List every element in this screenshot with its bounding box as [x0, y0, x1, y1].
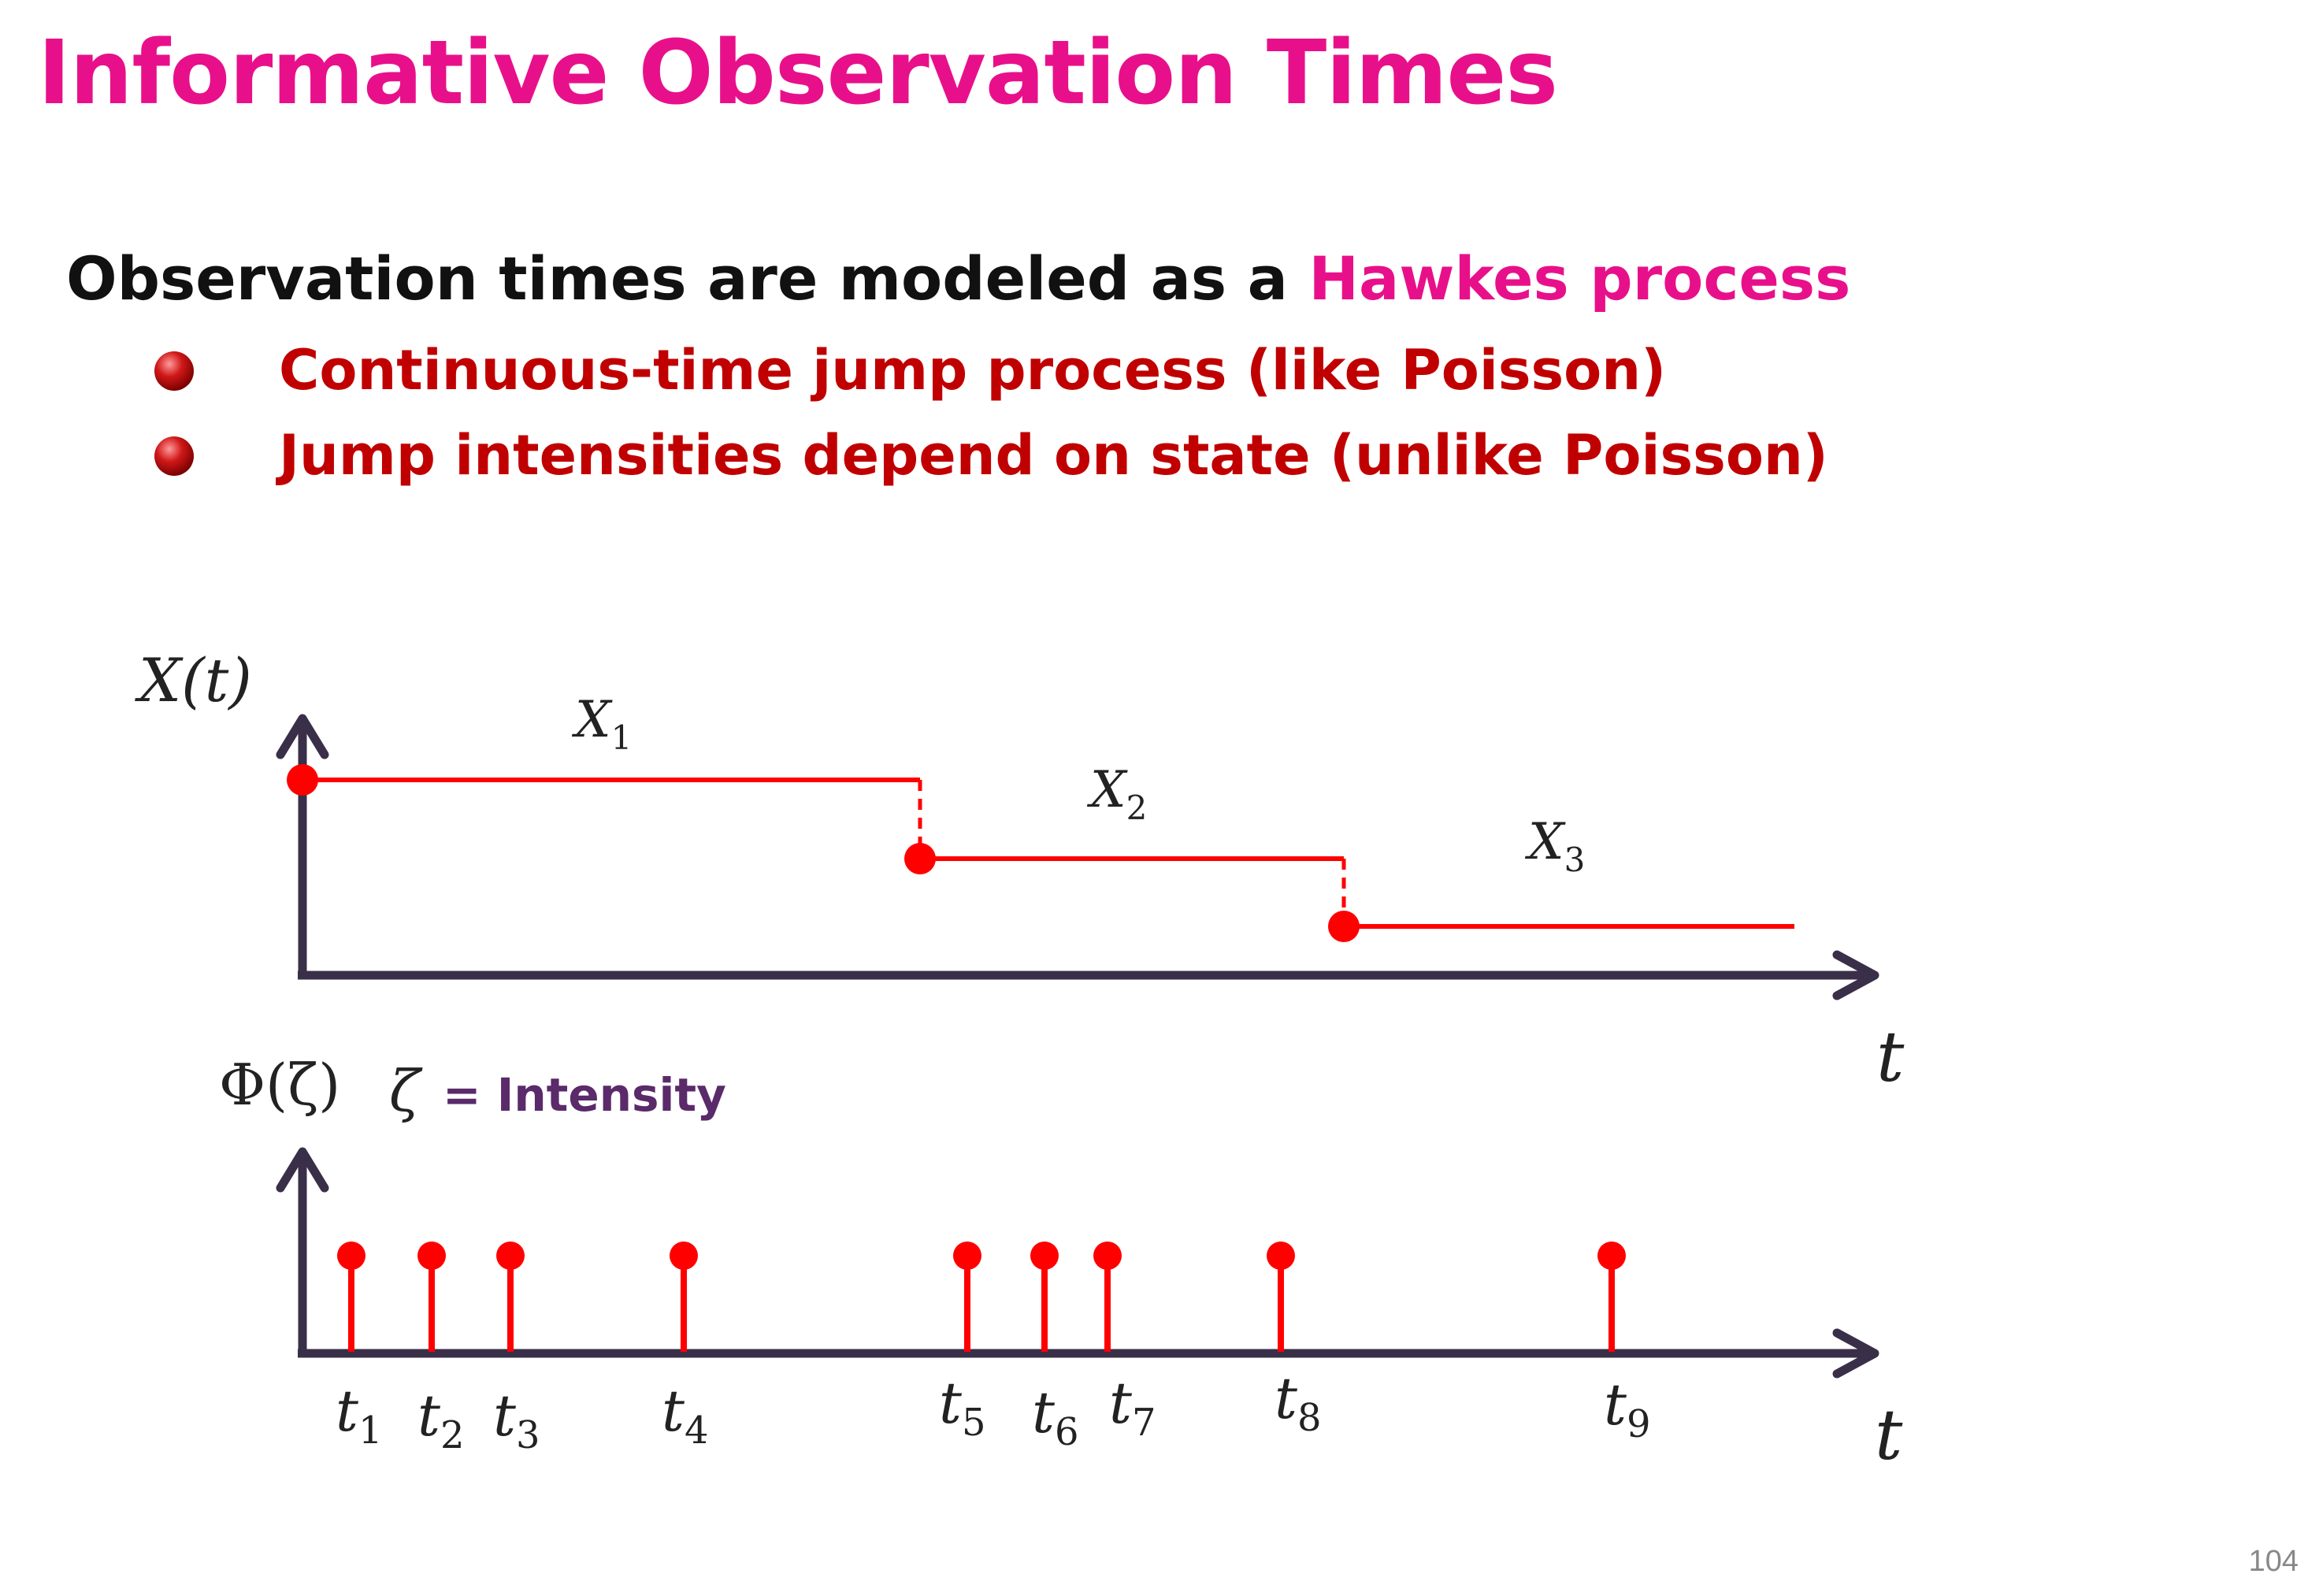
event-stem: [1267, 1242, 1295, 1352]
event-label: $t_4$: [662, 1378, 709, 1453]
intensity-legend: = Intensity: [443, 1068, 726, 1122]
bullet-text: Continuous-time jump process (like Poisson): [279, 338, 1667, 403]
bottom-x-axis-label: t: [1875, 1394, 1903, 1475]
event-label: $t_1$: [336, 1378, 383, 1453]
event-label: $t_6$: [1032, 1379, 1079, 1454]
event-stem: [337, 1242, 365, 1352]
segment-x3-label: $X_3$: [1528, 813, 1586, 879]
event-stem: [496, 1242, 525, 1352]
segment-x1-start-point: [287, 764, 318, 796]
segment-x3-start-point: [1328, 911, 1360, 942]
top-x-axis-label: t: [1876, 1016, 1905, 1097]
event-stem: [1030, 1242, 1059, 1352]
bottom-plot: [219, 1052, 1903, 1475]
event-label: $t_2$: [417, 1383, 465, 1457]
top-plot: [135, 645, 1905, 1097]
event-label: $t_9$: [1604, 1371, 1651, 1446]
hawkes-process-highlight: Hawkes process: [1308, 243, 1851, 314]
bullet-text: Jump intensities depend on state (unlike Poisson): [279, 423, 1828, 488]
lead-text: Observation times are modeled as a: [66, 243, 1309, 314]
page-number: 104: [2248, 1545, 2299, 1578]
event-stem: [953, 1242, 981, 1352]
event-stem: [417, 1242, 446, 1352]
zeta-symbol: ζ: [389, 1058, 421, 1124]
event-stem: [1093, 1242, 1122, 1352]
bottom-y-axis-label: Φ(ζ): [219, 1052, 341, 1118]
event-label: $t_8$: [1275, 1365, 1322, 1440]
event-stem: [670, 1242, 698, 1352]
slide-title: Informative Observation Times: [38, 22, 1558, 124]
segment-x2-label: $X_2$: [1090, 761, 1148, 827]
event-label: $t_5$: [939, 1370, 986, 1445]
segment-x2-start-point: [904, 843, 936, 874]
segment-x1-label: $X_1$: [575, 691, 633, 757]
event-stem: [1597, 1242, 1626, 1352]
top-y-axis-label: X(t): [139, 645, 252, 715]
event-label: $t_7$: [1109, 1370, 1156, 1445]
event-label: $t_3$: [493, 1383, 540, 1457]
